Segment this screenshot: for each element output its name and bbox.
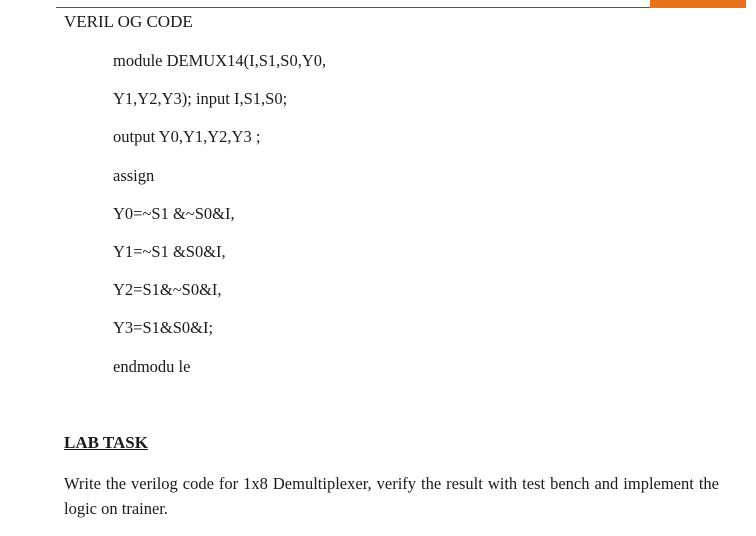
code-line: Y1,Y2,Y3); input I,S1,S0; xyxy=(113,89,288,109)
code-line: assign xyxy=(113,165,155,185)
code-block xyxy=(113,51,326,395)
header-rule xyxy=(56,7,650,8)
code-line: Y1=~S1 &S0&I, xyxy=(113,241,226,261)
code-line: module DEMUX14(I,S1,S0,Y0, xyxy=(113,51,327,70)
lab-task-title: LAB TASK xyxy=(64,433,148,452)
header-accent-bar xyxy=(650,0,746,8)
section-heading: VERIL OG CODE xyxy=(64,12,193,31)
code-line: Y2=S1&~S0&I, xyxy=(113,280,222,300)
code-line: endmodu le xyxy=(113,356,191,376)
code-line: Y3=S1&S0&I; xyxy=(113,318,214,338)
lab-task-text: Write the verilog code for 1x8 Demultiplexer, verify the result with test bench and implement the logic on trainer. xyxy=(64,474,719,518)
code-line: output Y0,Y1,Y2,Y3 ; xyxy=(113,127,261,147)
code-line: Y0=~S1 &~S0&I, xyxy=(113,203,235,223)
